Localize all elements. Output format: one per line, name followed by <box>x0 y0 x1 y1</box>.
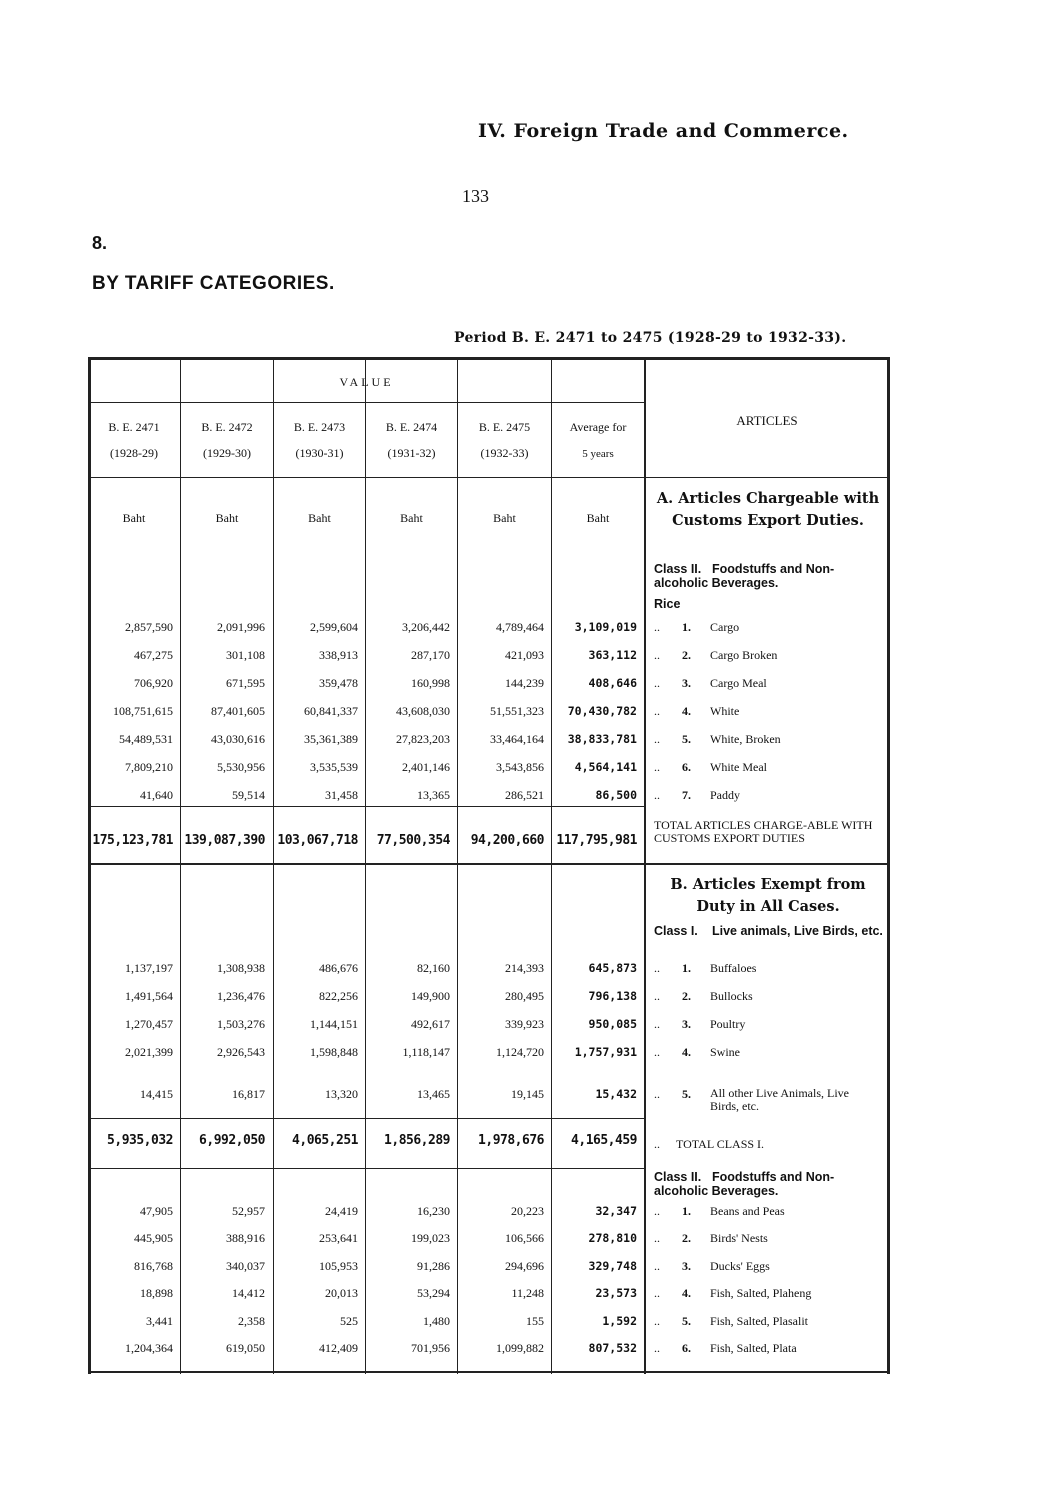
value-cell: 160,998 <box>411 676 450 690</box>
value-cell: 1,480 <box>423 1314 450 1328</box>
value-cell: 412,409 <box>319 1341 358 1355</box>
value-rule <box>88 402 645 403</box>
class-1-total-label: .. TOTAL CLASS I. <box>654 1137 765 1151</box>
period-line: Period B. E. 2471 to 2475 (1928-29 to 1932-33). <box>454 330 847 346</box>
value-cell: 359,478 <box>319 676 358 690</box>
value-cell: 619,050 <box>226 1341 265 1355</box>
value-cell: 20,223 <box>511 1204 544 1218</box>
value-cell: 3,543,856 <box>496 760 544 774</box>
average-value: 15,432 <box>595 1087 637 1101</box>
table-border-right <box>887 357 890 1374</box>
value-cell: 340,037 <box>226 1259 265 1273</box>
col-year: B. E. 2472 (1929-30) <box>201 420 253 460</box>
value-cell: 144,239 <box>505 676 544 690</box>
value-cell: 60,841,337 <box>304 704 358 718</box>
header-rule <box>88 477 890 478</box>
total-value: 1,978,676 <box>478 1133 544 1148</box>
value-cell: 388,916 <box>226 1231 265 1245</box>
section-a-total-label: TOTAL ARTICLES CHARGE-ABLE WITH CUSTOMS EXPORT DUTIES <box>654 818 873 845</box>
value-cell: 2,021,399 <box>125 1045 173 1059</box>
article-label: .. 5. All other Live Animals, Live Birds, etc. <box>654 1086 849 1113</box>
total-value: 139,087,390 <box>184 833 265 848</box>
col-average: Average for 5 years <box>569 420 627 460</box>
average-value: 3,109,019 <box>574 620 637 634</box>
value-cell: 19,145 <box>511 1087 544 1101</box>
column-divider <box>457 357 458 1374</box>
article-label: .. 3. Ducks' Eggs <box>654 1259 770 1273</box>
average-value: 1,592 <box>602 1314 637 1328</box>
tariff-table <box>88 357 890 1374</box>
article-label: .. 3. Cargo Meal <box>654 676 767 690</box>
value-cell: 1,236,476 <box>217 989 265 1003</box>
value-cell: 91,286 <box>417 1259 450 1273</box>
column-divider <box>551 357 552 1374</box>
value-cell: 2,599,604 <box>310 620 358 634</box>
value-cell: 4,789,464 <box>496 620 544 634</box>
article-label: .. 3. Poultry <box>654 1017 746 1031</box>
value-cell: 52,957 <box>232 1204 265 1218</box>
col-year: B. E. 2475 (1932-33) <box>478 420 531 460</box>
value-cell: 41,640 <box>140 788 173 802</box>
total-value: 117,795,981 <box>556 833 637 848</box>
average-value: 38,833,781 <box>567 732 637 746</box>
value-cell: 27,823,203 <box>396 732 450 746</box>
total-value: 94,200,660 <box>470 833 544 848</box>
value-cell: 421,093 <box>505 648 544 662</box>
value-cell: 338,913 <box>319 648 358 662</box>
value-cell: 14,415 <box>140 1087 173 1101</box>
average-value: 4,564,141 <box>574 760 637 774</box>
value-cell: 2,926,543 <box>217 1045 265 1059</box>
article-label: .. 5. Fish, Salted, Plasalit <box>654 1314 809 1328</box>
articles-divider <box>644 357 646 1374</box>
average-value: 86,500 <box>595 788 637 802</box>
value-cell: 20,013 <box>325 1286 358 1300</box>
average-value: 23,573 <box>595 1286 637 1300</box>
page-number: 133 <box>462 186 489 206</box>
average-value: 796,138 <box>588 989 637 1003</box>
value-cell: 33,464,164 <box>490 732 544 746</box>
article-label: .. 2. Bullocks <box>654 989 753 1003</box>
value-cell: 199,023 <box>411 1231 450 1245</box>
value-cell: 467,275 <box>134 648 173 662</box>
value-cell: 59,514 <box>232 788 265 802</box>
average-value: 408,646 <box>588 676 637 690</box>
average-value: 329,748 <box>588 1259 637 1273</box>
value-cell: 35,361,389 <box>304 732 358 746</box>
section-title: IV. Foreign Trade and Commerce. <box>478 120 849 142</box>
value-cell: 701,956 <box>411 1341 450 1355</box>
section-a-class-heading: Class II. Foodstuffs and Non-alcoholic Beverages. <box>654 562 835 590</box>
article-label: .. 1. Buffaloes <box>654 961 757 975</box>
value-cell: 1,099,882 <box>496 1341 544 1355</box>
average-value: 70,430,782 <box>567 704 637 718</box>
section-b-heading: B. Articles Exempt from Duty in All Cases. <box>670 876 866 915</box>
value-cell: 2,857,590 <box>125 620 173 634</box>
value-cell: 1,137,197 <box>125 961 173 975</box>
article-label: .. 4. Fish, Salted, Plaheng <box>654 1286 812 1300</box>
average-value: 645,873 <box>588 961 637 975</box>
rice-group-label: Rice <box>654 597 681 611</box>
value-cell: 294,696 <box>505 1259 544 1273</box>
value-cell: 1,204,364 <box>125 1341 173 1355</box>
value-cell: 105,953 <box>319 1259 358 1273</box>
value-cell: 301,108 <box>226 648 265 662</box>
value-cell: 525 <box>340 1314 358 1328</box>
article-label: .. 5. White, Broken <box>654 732 781 746</box>
average-value: 363,112 <box>588 648 637 662</box>
total-value: 175,123,781 <box>92 833 173 848</box>
value-cell: 108,751,615 <box>113 704 173 718</box>
value-label: VALUE <box>339 375 394 389</box>
value-cell: 3,441 <box>146 1314 173 1328</box>
value-cell: 339,923 <box>505 1017 544 1031</box>
value-cell: 2,358 <box>238 1314 265 1328</box>
value-cell: 2,091,996 <box>217 620 265 634</box>
value-cell: 87,401,605 <box>211 704 265 718</box>
value-cell: 13,320 <box>325 1087 358 1101</box>
article-label: .. 4. Swine <box>654 1045 740 1059</box>
article-label: .. 1. Beans and Peas <box>654 1204 785 1218</box>
value-cell: 106,566 <box>505 1231 544 1245</box>
value-cell: 445,905 <box>134 1231 173 1245</box>
total-value: 103,067,718 <box>277 833 358 848</box>
table-border-left <box>88 357 91 1374</box>
article-label: .. 1. Cargo <box>654 620 740 634</box>
value-cell: 149,900 <box>411 989 450 1003</box>
value-cell: 14,412 <box>232 1286 265 1300</box>
value-cell: 24,419 <box>325 1204 358 1218</box>
value-cell: 16,817 <box>232 1087 265 1101</box>
total-rule <box>88 1118 645 1119</box>
value-cell: 1,124,720 <box>496 1045 544 1059</box>
value-cell: 16,230 <box>417 1204 450 1218</box>
unit-label: Baht <box>400 511 423 525</box>
value-cell: 253,641 <box>319 1231 358 1245</box>
value-cell: 7,809,210 <box>125 760 173 774</box>
value-cell: 816,768 <box>134 1259 173 1273</box>
unit-label: Baht <box>308 511 331 525</box>
value-cell: 53,294 <box>417 1286 450 1300</box>
unit-label: Baht <box>122 511 146 525</box>
value-cell: 1,308,938 <box>217 961 265 975</box>
value-cell: 1,491,564 <box>125 989 173 1003</box>
value-cell: 1,270,457 <box>125 1017 173 1031</box>
value-cell: 13,465 <box>417 1087 450 1101</box>
col-year: B. E. 2474 (1931-32) <box>385 420 438 460</box>
unit-label: Baht <box>586 511 610 525</box>
article-label: .. 2. Birds' Nests <box>654 1231 768 1245</box>
value-cell: 671,595 <box>226 676 265 690</box>
table-border-top <box>88 357 890 360</box>
value-cell: 3,535,539 <box>310 760 358 774</box>
value-cell: 47,905 <box>140 1204 173 1218</box>
total-value: 6,992,050 <box>199 1133 265 1148</box>
average-value: 1,757,931 <box>574 1045 637 1059</box>
value-cell: 280,495 <box>505 989 544 1003</box>
value-cell: 486,676 <box>319 961 358 975</box>
total-value: 5,935,032 <box>107 1133 173 1148</box>
unit-label: Baht <box>493 511 516 525</box>
average-value: 278,810 <box>588 1231 637 1245</box>
total-value: 77,500,354 <box>376 833 450 848</box>
average-value: 807,532 <box>588 1341 637 1355</box>
table-border-bottom <box>88 1371 890 1373</box>
value-cell: 54,489,531 <box>119 732 173 746</box>
column-divider <box>365 357 366 1374</box>
articles-label: ARTICLES <box>736 413 798 428</box>
average-value: 950,085 <box>588 1017 637 1031</box>
value-cell: 1,598,848 <box>310 1045 358 1059</box>
article-label: .. 4. White <box>654 704 740 718</box>
total-value: 4,065,251 <box>292 1133 358 1148</box>
value-cell: 43,030,616 <box>211 732 265 746</box>
value-cell: 1,144,151 <box>310 1017 358 1031</box>
value-cell: 287,170 <box>411 648 450 662</box>
value-cell: 11,248 <box>511 1286 544 1300</box>
value-cell: 706,920 <box>134 676 173 690</box>
value-cell: 214,393 <box>505 961 544 975</box>
value-cell: 155 <box>526 1314 544 1328</box>
section-a-heading: A. Articles Chargeable with Customs Export Duties. <box>656 490 880 529</box>
value-cell: 13,365 <box>417 788 450 802</box>
value-cell: 5,530,956 <box>217 760 265 774</box>
total-value: 1,856,289 <box>384 1133 450 1148</box>
unit-label: Baht <box>215 511 239 525</box>
total-rule <box>88 1168 645 1169</box>
table-heading: BY TARIFF CATEGORIES. <box>92 273 335 294</box>
table-number: 8. <box>92 233 108 253</box>
column-divider <box>273 357 274 1374</box>
value-cell: 31,458 <box>325 788 358 802</box>
total-value: 4,165,459 <box>571 1133 637 1148</box>
value-cell: 1,503,276 <box>217 1017 265 1031</box>
article-label: .. 7. Paddy <box>654 788 740 802</box>
article-label: .. 6. White Meal <box>654 760 767 774</box>
value-cell: 18,898 <box>140 1286 173 1300</box>
col-year: B. E. 2471 (1928-29) <box>108 420 160 460</box>
value-cell: 286,521 <box>505 788 544 802</box>
col-year: B. E. 2473 (1930-31) <box>293 420 346 460</box>
value-cell: 51,551,323 <box>490 704 544 718</box>
column-divider <box>180 357 181 1374</box>
value-cell: 1,118,147 <box>402 1045 450 1059</box>
value-cell: 492,617 <box>411 1017 450 1031</box>
total-rule <box>88 863 890 865</box>
average-value: 32,347 <box>595 1204 637 1218</box>
value-cell: 43,608,030 <box>396 704 450 718</box>
value-cell: 2,401,146 <box>402 760 450 774</box>
total-rule <box>88 806 645 807</box>
class-2-heading: Class II. Foodstuffs and Non-alcoholic Beverages. <box>654 1170 835 1198</box>
article-label: .. 2. Cargo Broken <box>654 648 778 662</box>
class-1-heading: Class I. Live animals, Live Birds, etc. <box>654 924 883 938</box>
value-cell: 822,256 <box>319 989 358 1003</box>
value-cell: 3,206,442 <box>402 620 450 634</box>
value-cell: 82,160 <box>417 961 450 975</box>
article-label: .. 6. Fish, Salted, Plata <box>654 1341 797 1355</box>
